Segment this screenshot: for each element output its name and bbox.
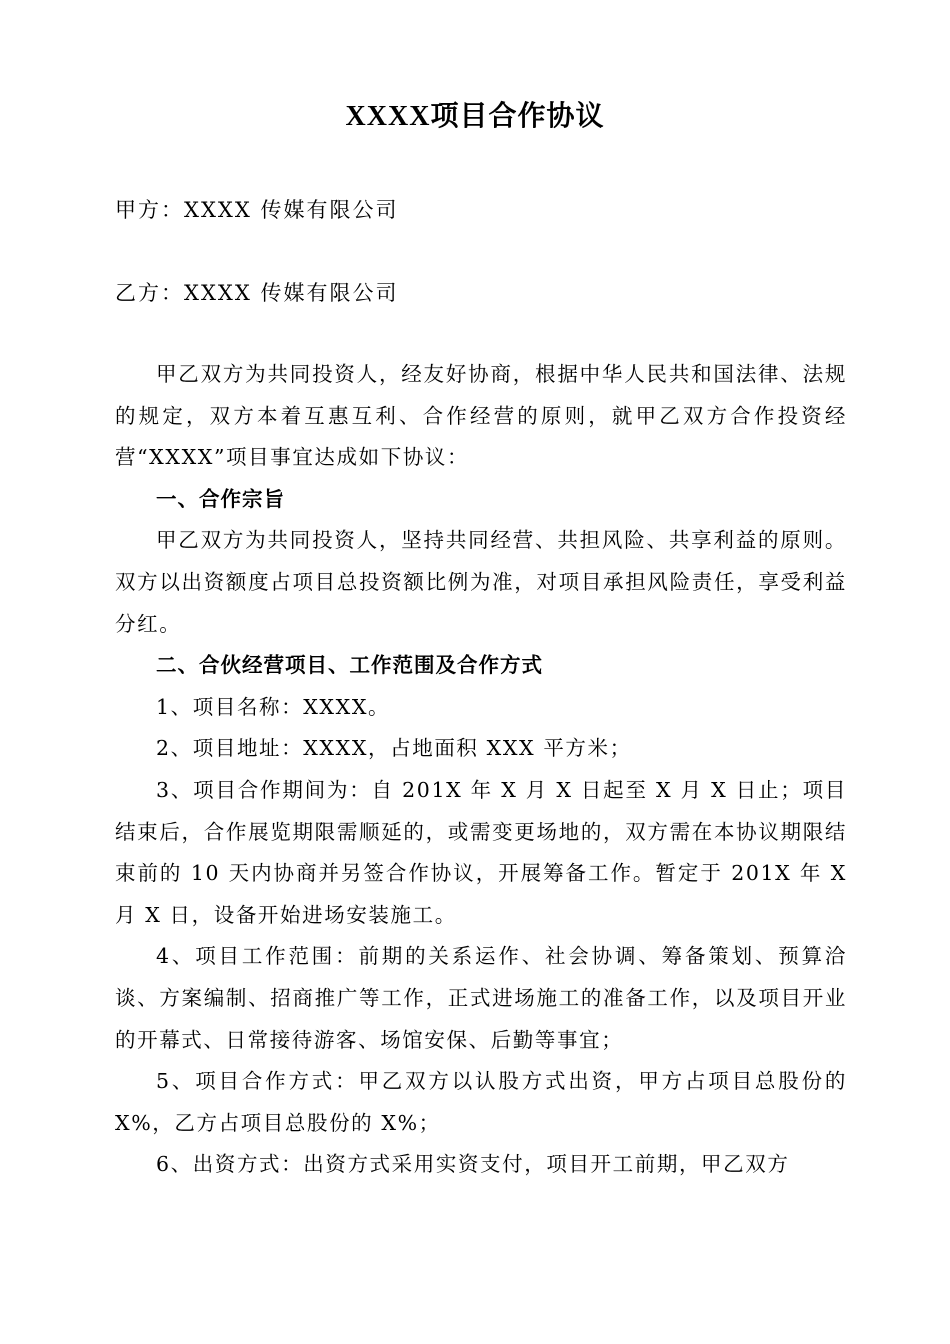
document-title [0,96,950,137]
clause-5: 5、项目合作方式：甲乙双方以认股方式出资，甲方占项目总股份的 X%，乙方占项目总股份的 X%； [115,1069,847,1135]
clause-4: 4、项目工作范围：前期的关系运作、社会协调、筹备策划、预算洽谈、方案编制、招商推广等工作，正式进场施工的准备工作，以及项目开业的开幕式、日常接待游客、场馆安保、后勤等事宜； [115,944,847,1052]
clause-3: 3、项目合作期间为：自 201X 年 X 月 X 日起至 X 月 X 日止；项目结束后，合作展览期限需顺延的，或需变更场地的，双方需在本协议期限结束前的 10 天内协商并另签合作协议，开展筹备工作。暂定于 201X 年 X 月 X 日，设备开始进场安装施工。 [115,777,847,927]
agreement-body [115,354,847,1186]
section-1-paragraph: 甲乙双方为共同投资人，坚持共同经营、共担风险、共享利益的原则。双方以出资额度占项目总投资额比例为准，对项目承担风险责任，享受利益分红。 [115,528,847,636]
party-b: 乙方：XXXX 传媒有限公司 [115,281,399,305]
section-1-heading: 一、合作宗旨 [156,486,285,511]
clause-1: 1、项目名称：XXXX。 [156,694,391,719]
intro-paragraph: 甲乙双方为共同投资人，经友好协商，根据中华人民共和国法律、法规的规定，双方本着互惠互利、合作经营的原则，就甲乙双方合作投资经营“XXXX”项目事宜达成如下协议： [115,362,847,470]
party-a: 甲方：XXXX 传媒有限公司 [115,198,399,222]
section-2-heading: 二、合伙经营项目、工作范围及合作方式 [156,653,543,678]
clause-6: 6、出资方式：出资方式采用实资支付，项目开工前期，甲乙双方 [156,1152,790,1177]
clause-2: 2、项目地址：XXXX，占地面积 XXX 平方米； [156,736,632,761]
title-prefix: XXXX [345,101,431,132]
title-text: 项目合作协议 [430,99,605,132]
